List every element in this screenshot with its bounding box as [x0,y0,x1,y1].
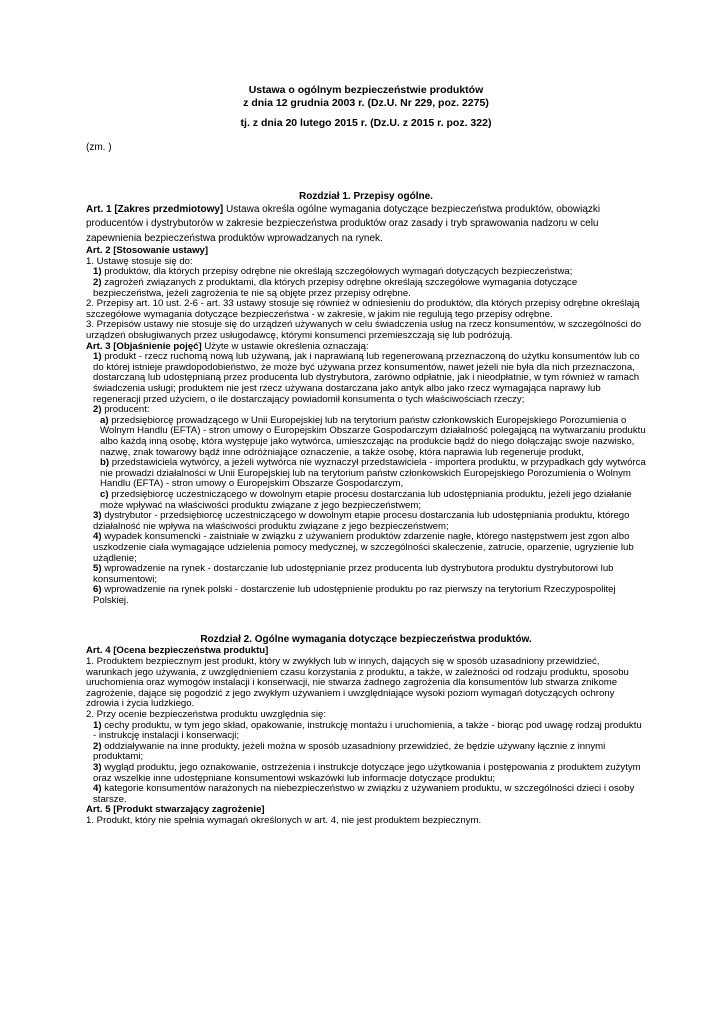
act-consolidated-text: tj. z dnia 20 lutego 2015 r. (Dz.U. z 2015 r. poz. 322) [240,117,492,129]
article-4-point-1: 1) cechy produktu, w tym jego skład, opakowanie, instrukcję montażu i uruchomienia, a także - biorąc pod uwagę rodzaj produktu - instrukcję instalacji i konserwacji; [93,719,642,742]
article-2-paragraph-2: 2. Przepisy art. 10 ust. 2-6 - art. 33 ustawy stosuje się również w odniesieniu do produktów, dla których przepisy odrębne określają szczegółowe wymagania dotyczące bezpieczeństwa - w zakresie, w jakim nie regulują tego przepisy odrębne. [86,298,640,320]
article-2-point-1: 1) produktów, dla których przepisy odrębne nie określają szczegółowych wymagań dotyczących bezpieczeństwa; [93,266,573,278]
act-title: Ustawa o ogólnym bezpieczeństwie produktów [248,84,484,96]
definition-polish-market-placement: 6) wprowadzenie na rynek polski - dostarczenie lub udostępnienie produktu po raz pierwszy na terytorium Rzeczypospolitej Polskiej. [93,584,616,606]
article-4 [86,646,646,805]
definition-consumer-accident: 4) wypadek konsumencki - zaistniałe w związku z używaniem produktów zdarzenie nagłe, którego następstwem jest zgon albo uszkodzenie ciała wymagające udzielenia pomocy medycznej, w szczególności skaleczenie, zatrucie, oparzenie, ugryzienie lub użądlenie; [93,531,634,564]
article-2-heading: Art. 2 [Stosowanie ustawy] [86,245,209,257]
article-4-paragraph-2: 2. Przy ocenie bezpieczeństwa produktu uwzględnia się: [86,709,326,721]
article-4-point-3: 3) wygląd produktu, jego oznakowanie, ostrzeżenia i instrukcje dotyczące jego użytkowania i postępowania z produktem zużytym oraz wszelkie inne udostępniane konsumentowi wskazówki lub informacje dotyczące produktu; [93,762,641,784]
article-5 [86,805,646,826]
definition-product: 1) produkt - rzecz ruchomą nową lub używaną, jak i naprawianą lub regenerowaną przeznaczoną do użytku konsumentów lub co do której istnieje prawdopodobieństwo, że może być używana przez konsumentów, nawet jeżeli nie była dla nich przeznaczona, dostarczaną lub udostępnianą przez producenta lub dystrybutora, zarówno odpłatnie, jak i nieodpłatnie, w tym również w ramach świadczenia usługi; produktem nie jest rzecz używana dostarczana jako antyk albo jako rzecz wymagająca naprawy lub regeneracji przed użyciem, o ile dostarczający powiadomił konsumenta o tych właściwościach rzeczy; [93,351,640,405]
chapter-1-title: Rozdział 1. Przepisy ogólne. [299,190,433,202]
article-5-heading: Art. 5 [Produkt stwarzający zagrożenie] [86,804,265,816]
article-1-text: Ustawa określa ogólne wymagania dotyczące bezpieczeństwa produktów, obowiązki producentów i dystrybutorów w zakresie bezpieczeństwa produktów oraz zasady i tryb sprawowania nadzoru w celu zapewnienia bezpieczeństwa produktów wprowadzanych na rynek. [86,203,601,244]
amendments-note: (zm. ) [86,141,112,153]
document-page [86,84,646,827]
definition-producer-c: c) przedsiębiorcę uczestniczącego w dowolnym etapie procesu dostarczania lub udostępniania produktu, jeżeli jego działanie może wpływać na właściwości produktu związane z jego bezpieczeństwem; [100,488,632,511]
article-4-paragraph-1: 1. Produktem bezpiecznym jest produkt, który w zwykłych lub w innych, dających się w sposób uzasadniony przewidzieć, warunkach jego używania, z uwzględnieniem czasu korzystania z produktu, a także, w zależności od rodzaju produktu, sposobu uruchomienia oraz wymogów instalacji i konserwacji, nie stwarza żadnego zagrożenia dla konsumentów lub stwarza znikome zagrożenie, dające się pogodzić z jego zwykłym używaniem i uwzględniające wysoki poziom wymagań dotyczących ochrony zdrowia i życia ludzkiego. [86,656,629,710]
article-4-point-2: 2) oddziaływanie na inne produkty, jeżeli można w sposób uzasadniony przewidzieć, że będzie używany łącznie z innymi produktami; [93,740,606,763]
article-3-heading: Art. 3 [Objaśnienie pojęć] [86,340,202,352]
definition-market-placement: 5) wprowadzenie na rynek - dostarczanie lub udostępnianie przez producenta lub dystrybutora produktu dystrybutorowi lub konsumentowi; [93,563,614,585]
article-2 [86,246,646,341]
article-1-heading: Art. 1 [Zakres przedmiotowy] [86,203,224,215]
definition-distributor: 3) dystrybutor - przedsiębiorcę uczestniczącego w dowolnym etapie procesu dostarczania lub udostępniania produktu, którego działalność nie wpływa na właściwości produktu związane z jego bezpieczeństwem; [93,510,630,532]
definition-producer-b: b) przedstawiciela wytwórcy, a jeżeli wytwórca nie wyznaczył przedstawiciela - importera produktu, w przypadkach gdy wytwórca nie prowadzi działalności w Unii Europejskiej lub na terytorium państw członkowskich Europejskiego Porozumienia o Wolnym Handlu (EFTA) - stron umowy o Europejskim Obszarze Gospodarczym, [100,457,646,490]
article-2-paragraph-3: 3. Przepisów ustawy nie stosuje się do urządzeń używanych w celu świadczenia usług na rzecz konsumentów, w szczególności do urządzeń obsługiwanych przez usługodawcę, którymi konsumenci przemieszczają się lub podróżują. [86,319,642,342]
act-date: z dnia 12 grudnia 2003 r. (Dz.U. Nr 229, poz. 2275) [243,96,489,109]
article-5-paragraph-1: 1. Produkt, który nie spełnia wymagań określonych w art. 4, nie jest produktem bezpiecznym. [86,814,482,826]
article-3-intro: Art. 3 [Objaśnienie pojęć] Użyte w ustawie określenia oznaczają: [86,340,369,352]
document-header [86,84,646,130]
article-4-point-4: 4) kategorie konsumentów narażonych na niebezpieczeństwo w związku z używaniem produktu, w szczególności dzieci i osoby starsze. [93,783,635,805]
article-3 [86,342,646,607]
article-4-heading: Art. 4 [Ocena bezpieczeństwa produktu] [86,645,269,657]
article-2-paragraph-1: 1. Ustawę stosuje się do: [86,255,193,267]
article-2-point-2: 2) zagrożeń związanych z produktami, dla których przepisy odrębne określają szczegółowe wymagania dotyczące bezpieczeństwa, jeżeli zagrożenia te nie są objęte przez przepisy odrębne. [93,277,578,299]
definition-producer: 2) producent: [93,404,150,416]
article-1 [86,203,646,247]
chapter-2-title: Rozdział 2. Ogólne wymagania dotyczące bezpieczeństwa produktów. [200,634,532,646]
definition-producer-a: a) przedsiębiorcę prowadzącego w Unii Europejskiej lub na terytorium państw członkowskich Europejskiego Porozumienia o Wolnym Handlu (EFTA) - stron umowy o Europejskim Obszarze Gospodarczym działalność polegającą na wytwarzaniu produktu albo każdą inną osobę, która występuje jako wytwórca, umieszczając na produkcie bądź do niego dołączając swoje nazwisko, nazwę, znak towarowy bądź inne odróżniające oznaczenie, a także osobę, która naprawia lub regeneruje produkt, [100,414,646,458]
